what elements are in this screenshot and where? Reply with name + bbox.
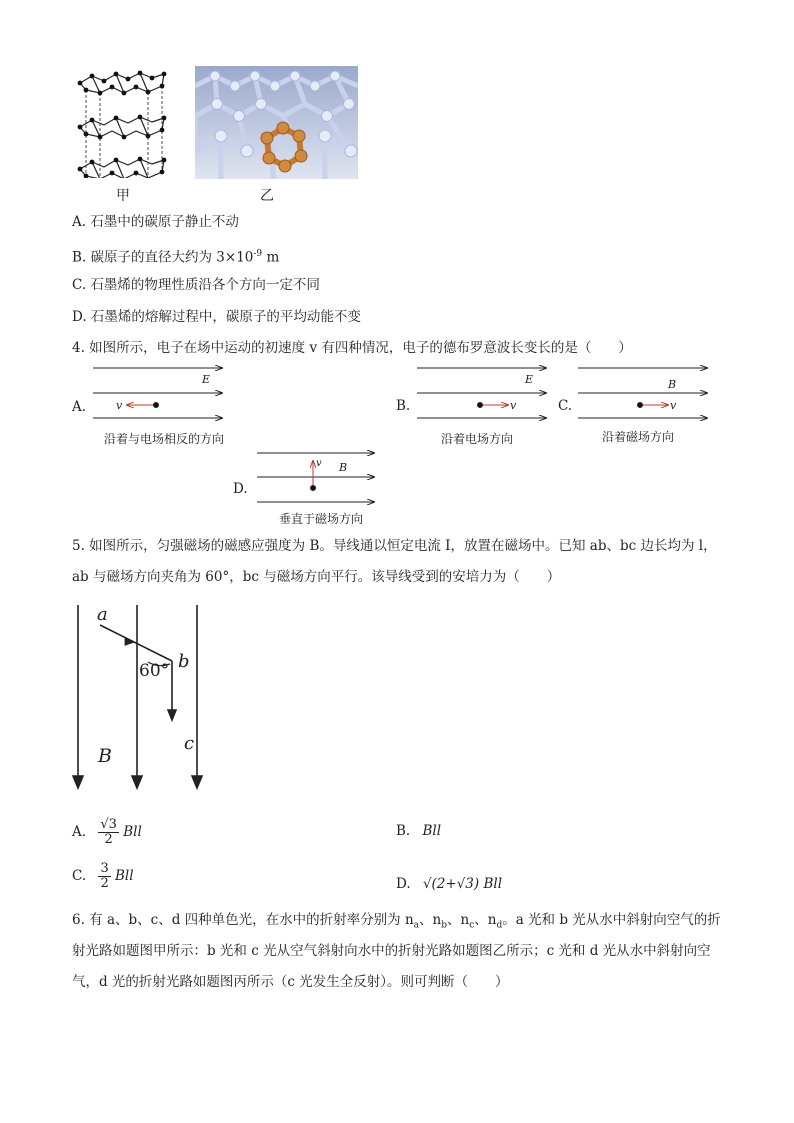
q5-label-B: B xyxy=(98,745,112,767)
q4-letter-a: A. xyxy=(72,399,87,415)
q5-option-c-den: 2 xyxy=(100,876,109,891)
q5-option-c-num: 3 xyxy=(100,861,109,876)
q4-c-field-label: B xyxy=(668,378,677,391)
q4-caption-d: 垂直于磁场方向 xyxy=(279,512,364,526)
q4-b-field-label: E xyxy=(525,373,534,386)
q5-option-d xyxy=(396,875,502,893)
q5-stem-line2: ab 与磁场方向夹角为 60°，bc 与磁场方向平行。该导线受到的安培力为（ ） xyxy=(72,569,561,585)
q4-a-vel-label: v xyxy=(116,399,123,412)
q4-diagram-c xyxy=(578,368,707,418)
q5-option-b xyxy=(396,822,441,840)
label-yi: 乙 xyxy=(260,188,274,204)
q6-line1: 6. 有 a、b、c、d 四种单色光，在水中的折射率分别为 $n_a$、$n_b$、$n_c$、$n_d$。a 光和 b 光从水中斜射向空气的折 xyxy=(72,912,721,931)
q6-sub-b: b xyxy=(441,920,447,931)
q3-option-c: C. 石墨烯的物理性质沿各个方向一定不同 xyxy=(72,277,320,293)
q4-caption-c: 沿着磁场方向 xyxy=(602,430,675,444)
q6-line2: 射光路如题图甲所示：b 光和 c 光从空气斜射向水中的折射光路如题图乙所示；c 光和 d 光从水中斜射向空 xyxy=(72,943,711,959)
q4-caption-a: 沿着与电场相反的方向 xyxy=(104,432,225,446)
graphite-figure xyxy=(72,68,172,178)
q3-option-b-unit: m xyxy=(262,249,280,266)
q5-option-c xyxy=(72,862,134,891)
q4-c-vel-label: v xyxy=(670,399,677,412)
q4-stem: 4. 如图所示，电子在场中运动的初速度 v 有四种情况，电子的德布罗意波长变长的是（ ） xyxy=(72,340,632,356)
q5-diagram xyxy=(60,600,220,800)
q5-option-a-den: 2 xyxy=(104,832,113,847)
q4-d-field-label: B xyxy=(339,461,348,474)
q5-option-b-value: Bll xyxy=(422,823,442,839)
q4-letter-d: D. xyxy=(233,481,248,497)
q5-option-a-num: √3 xyxy=(100,817,117,832)
q5-option-a-tail: Bll xyxy=(123,824,142,840)
label-jia: 甲 xyxy=(116,188,130,204)
q5-option-d-letter: D. xyxy=(396,876,411,892)
q3-option-b-exp: -9 xyxy=(253,249,263,259)
graphene-figure xyxy=(195,66,358,179)
q4-letter-b: B. xyxy=(396,398,411,414)
q3-option-d: D. 石墨烯的熔解过程中，碳原子的平均动能不变 xyxy=(72,309,361,325)
q5-option-a-fraction xyxy=(98,818,119,847)
q5-label-a: a xyxy=(97,604,108,625)
q5-label-c: c xyxy=(184,733,195,754)
q5-option-d-value: √(2+√3) Bll xyxy=(422,876,503,892)
q5-label-b: b xyxy=(178,651,190,672)
q6-sub-c: c xyxy=(469,920,475,931)
q5-option-c-tail: Bll xyxy=(115,868,134,884)
q6-line1-text: 6. 有 a、b、c、d 四种单色光，在水中的折射率分别为 n xyxy=(72,912,414,928)
q4-letter-c: C. xyxy=(558,398,573,414)
q3-option-b xyxy=(72,245,279,267)
q3-option-a: A. 石墨中的碳原子静止不动 xyxy=(72,214,239,230)
q5-option-c-fraction xyxy=(98,862,110,891)
q6-sub-a: a xyxy=(413,920,420,931)
q5-option-c-letter: C. xyxy=(72,868,87,884)
q4-a-field-label: E xyxy=(202,373,211,386)
q6-sub-d: d xyxy=(496,920,503,931)
q5-option-a xyxy=(72,818,142,847)
q4-d-vel-label: v xyxy=(316,458,322,469)
q4-b-vel-label: v xyxy=(510,399,517,412)
q4-caption-b: 沿着电场方向 xyxy=(441,432,514,446)
q5-option-b-letter: B. xyxy=(396,823,411,839)
q5-option-a-letter: A. xyxy=(72,824,87,840)
q5-stem-line1: 5. 如图所示，匀强磁场的磁感应强度为 B。导线通以恒定电流 I，放置在磁场中。已知 ab、bc 边长均为 l， xyxy=(72,538,717,554)
q6-line1-tail: 。a 光和 b 光从水中斜射向空气的折 xyxy=(502,912,721,928)
q3-option-b-text: B. 碳原子的直径大约为 3×10 xyxy=(72,249,254,266)
q6-line3: 气，d 光的折射光路如题图丙所示（c 光发生全反射）。则可判断（ ） xyxy=(72,974,509,990)
q5-label-angle: 60° xyxy=(139,661,170,681)
